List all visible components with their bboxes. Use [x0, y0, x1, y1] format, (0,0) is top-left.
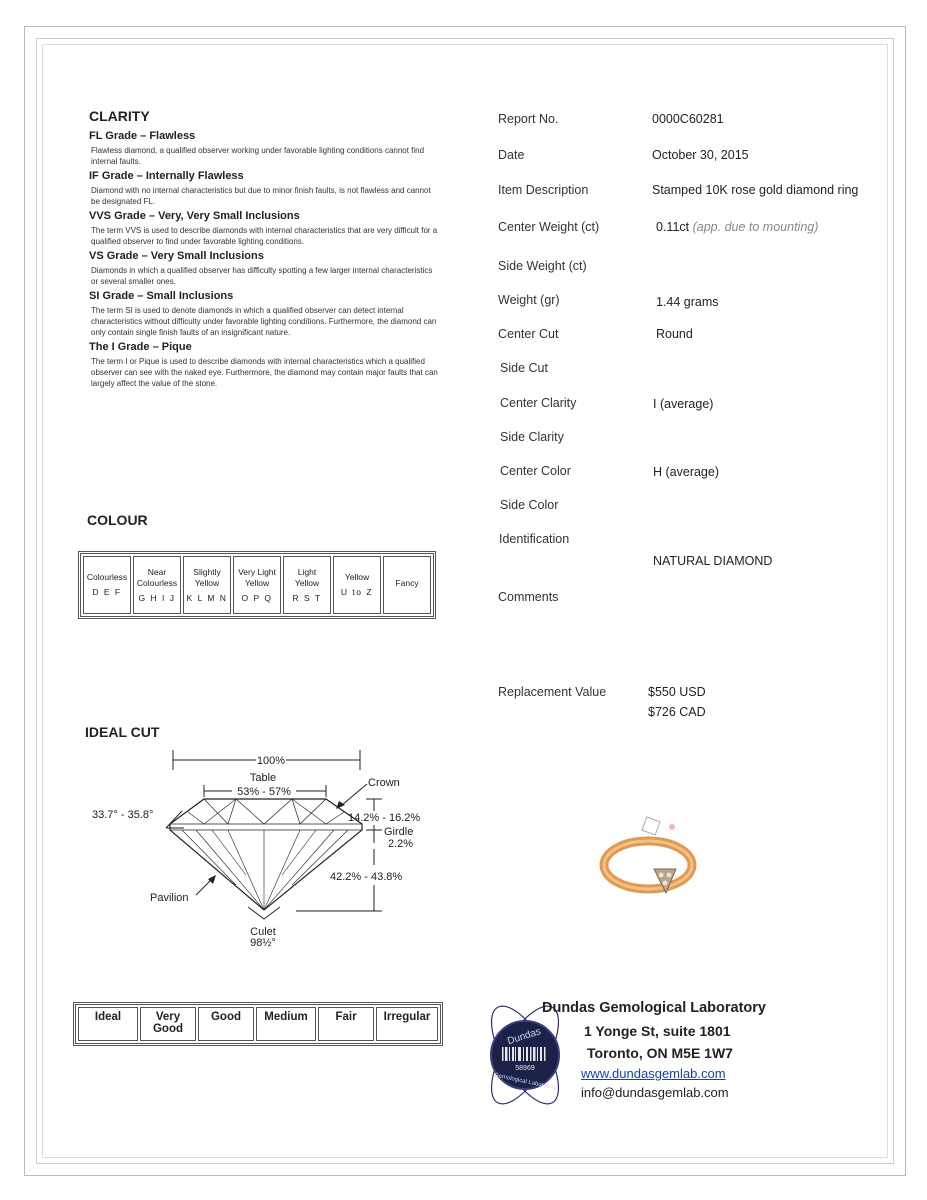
row-label: Center Weight (ct): [498, 220, 600, 234]
colour-name: Slightly Yellow: [193, 566, 221, 588]
grade-description: The term I or Pique is used to describe diamonds with internal characteristics which a qualified observer can see with the naked eye. Furthermore, the diamond may contain major faults that can largely affect the value of the stone.: [91, 357, 438, 388]
row-label: Identification: [499, 532, 570, 546]
cut-grade-cell: Fair: [318, 1007, 374, 1041]
ring-photo: [598, 815, 698, 911]
colour-cell: [83, 556, 131, 614]
row-label: Report No.: [498, 112, 559, 126]
colour-grade: G H I J: [138, 592, 176, 603]
logo-number: 58969: [515, 1065, 535, 1072]
row-label: Side Color: [500, 498, 559, 512]
row-label: Center Color: [500, 464, 571, 478]
row-value: Stamped 10K rose gold diamond ring: [652, 183, 859, 197]
lab-address-line-1: 1 Yonge St, suite 1801: [584, 1023, 731, 1039]
colour-cell: [233, 556, 281, 614]
center-weight-note: (app. due to mounting): [692, 220, 819, 234]
row-value: I (average): [653, 397, 714, 411]
grade-description: The term SI is used to denote diamonds in which a qualified observer can detect internal characteristics without difficulty under favorable lighting conditions. Furthermore, the diamond can only contain single finish faults of an insignificant nature.: [91, 306, 437, 337]
crown-label: Crown: [368, 777, 400, 789]
colour-name: Yellow: [344, 572, 370, 582]
row-value: NATURAL DIAMOND: [653, 554, 773, 568]
grade-title: IF Grade – Internally Flawless: [89, 170, 244, 182]
ideal-cut-title: IDEAL CUT: [85, 724, 160, 740]
row-value-2: $726 CAD: [648, 705, 706, 719]
girdle-label: Girdle: [384, 826, 414, 838]
colour-grade: O P Q: [241, 592, 273, 603]
grade-description: The term VVS is used to describe diamonds with internal characteristics that are very difficult for a qualified observer to find under favorable lighting conditions.: [91, 226, 438, 246]
pavilion-depth-label: 42.2% - 43.8%: [330, 871, 403, 883]
colour-cell: [333, 556, 381, 614]
grade-title: FL Grade – Flawless: [89, 130, 196, 142]
culet-angle-label: 98½°: [250, 937, 276, 949]
colour-cell: [183, 556, 231, 614]
colour-grade: K L M N: [186, 592, 228, 603]
colour-name: Fancy: [395, 577, 419, 588]
colour-grade: D E F: [92, 587, 122, 597]
diamond-proportions-diagram: [86, 745, 446, 955]
row-value: H (average): [653, 465, 719, 479]
grade-title: The I Grade – Pique: [89, 341, 192, 353]
row-value: 0000C60281: [652, 112, 724, 126]
colour-grade: R S T: [292, 592, 322, 603]
lab-email[interactable]: info@dundasgemlab.com: [581, 1085, 729, 1100]
cut-grade-cell: Good: [198, 1007, 254, 1041]
table-label: Table: [249, 772, 277, 784]
colour-name: Near Colourless: [136, 566, 178, 588]
row-value: Round: [656, 327, 693, 341]
row-value: 1.44 grams: [656, 295, 719, 309]
culet-label: Culet: [250, 926, 276, 938]
colour-cell: [133, 556, 181, 614]
row-label: Date: [498, 148, 525, 162]
colour-name: Light Yellow: [294, 566, 320, 588]
row-value: [656, 220, 818, 234]
width-label: 100%: [256, 755, 286, 767]
row-value: October 30, 2015: [652, 148, 749, 162]
lab-address-line-2: Toronto, ON M5E 1W7: [587, 1045, 733, 1061]
colour-grade: U to Z: [340, 587, 374, 597]
row-label: Side Clarity: [500, 430, 564, 444]
cut-grade-table: [73, 1002, 443, 1046]
crown-angle-label: 33.7° - 35.8°: [92, 809, 154, 821]
lab-website-link[interactable]: www.dundasgemlab.com: [581, 1066, 726, 1081]
grade-title: SI Grade – Small Inclusions: [89, 290, 234, 302]
grade-description: Flawless diamond, a qualified observer working under favorable lighting conditions cannot find internal faults.: [91, 146, 425, 166]
row-label: Side Cut: [500, 361, 548, 375]
row-label: Item Description: [498, 183, 589, 197]
colour-scale-table: [78, 551, 436, 619]
colour-cell: [283, 556, 331, 614]
cut-grade-cell: Medium: [256, 1007, 316, 1041]
grade-title: VVS Grade – Very, Very Small Inclusions: [89, 210, 300, 222]
row-label: Replacement Value: [498, 685, 607, 699]
colour-name: Colourless: [86, 572, 128, 582]
grade-title: VS Grade – Very Small Inclusions: [89, 250, 264, 262]
logo-text: Dundas: [506, 1026, 543, 1048]
crown-height-label: 14.2% - 16.2%: [348, 812, 421, 824]
cut-grade-cell: Irregular: [376, 1007, 438, 1041]
row-value: $550 USD: [648, 685, 706, 699]
row-label: Center Cut: [498, 327, 559, 341]
lab-name: Dundas Gemological Laboratory: [542, 1000, 766, 1016]
girdle-value-label: 2.2%: [388, 838, 414, 850]
logo-ring-text: Gemological Laboratory: [493, 1072, 557, 1092]
clarity-title: CLARITY: [89, 108, 150, 124]
row-label: Weight (gr): [498, 293, 560, 307]
center-weight-value: 0.11ct: [656, 220, 690, 234]
row-label: Side Weight (ct): [498, 259, 587, 273]
grade-description: Diamonds in which a qualified observer has difficulty spotting a few larger internal characteristics or several smaller ones.: [91, 266, 433, 286]
table-range-label: 53% - 57%: [237, 786, 291, 798]
row-label: Comments: [498, 590, 559, 604]
grade-description: Diamond with no internal characteristics but due to minor finish faults, is not flawless and cannot be designated FL.: [91, 186, 431, 206]
cut-grade-cell: Ideal: [78, 1007, 138, 1041]
row-label: Center Clarity: [500, 396, 577, 410]
clarity-section: [89, 108, 439, 392]
colour-title: COLOUR: [87, 512, 148, 528]
colour-name: Very Light Yellow: [238, 566, 276, 588]
cut-grade-cell: Very Good: [140, 1007, 196, 1041]
pavilion-label: Pavilion: [150, 892, 189, 904]
colour-cell: [383, 556, 431, 614]
